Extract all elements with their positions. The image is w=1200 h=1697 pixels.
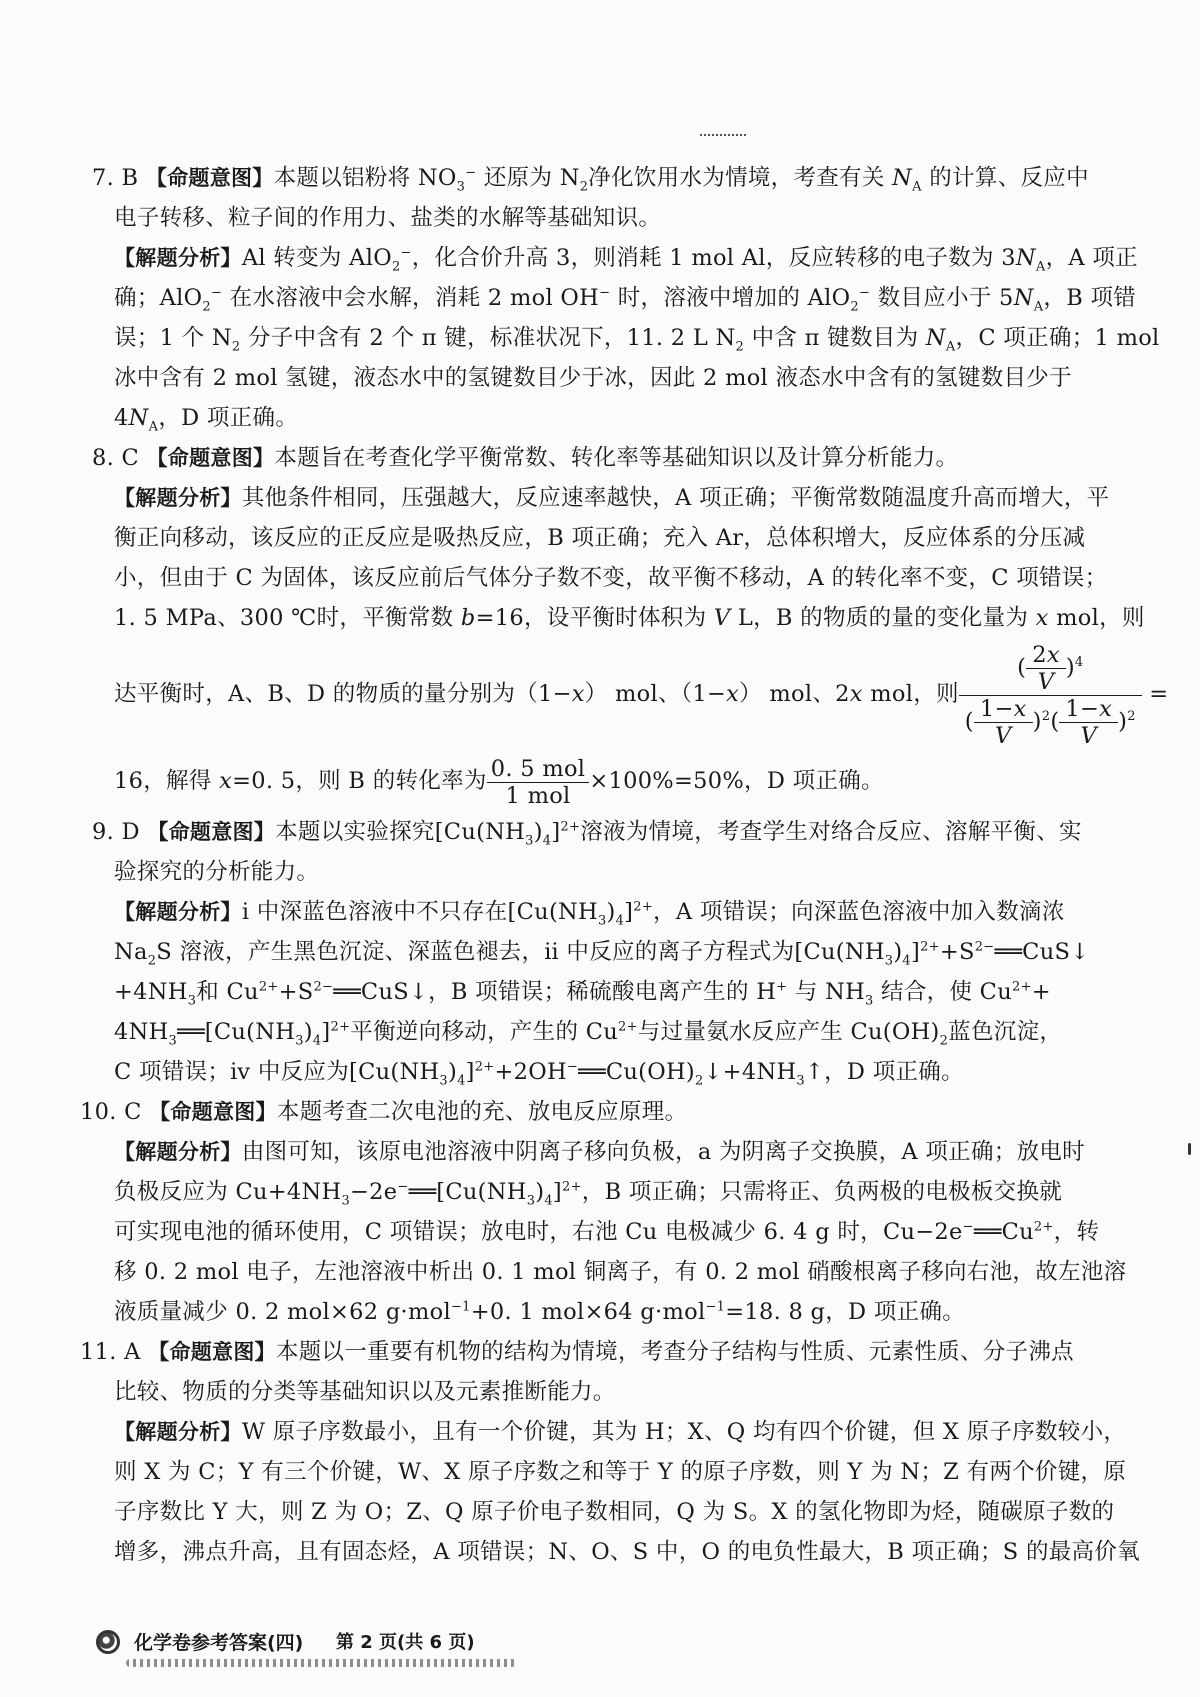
- answer-content: [80, 158, 1169, 1572]
- text-line: 移 0. 2 mol 电子，左池溶液中析出 0. 1 mol 铜离子，有 0. 2 mol 硝酸根离子移向右池，故左池溶: [114, 1259, 1127, 1285]
- conversion-fraction: [487, 756, 590, 809]
- text-line: 本题考查二次电池的充、放电反应原理。: [276, 1099, 688, 1125]
- text-line: 1. 5 MPa、300 ℃时，平衡常数 b=16，设平衡时体积为 V L，B 的物质的量的变化量为 x mol，则: [114, 605, 1145, 631]
- analysis-tag: 【解题分析】: [114, 900, 242, 924]
- text-line: 本题旨在考查化学平衡常数、转化率等基础知识以及计算分析能力。: [274, 445, 959, 471]
- answer-label: 9. D: [92, 819, 148, 845]
- text-line: 电子转移、粒子间的作用力、盐类的水解等基础知识。: [114, 205, 662, 231]
- text-line: 验探究的分析能力。: [114, 859, 320, 885]
- text-line: 则 X 为 C；Y 有三个价键，W、X 原子序数之和等于 Y 的原子序数，则 Y 为 N；Z 有两个价键，原: [114, 1459, 1127, 1485]
- fraction-numerator: ( $\frac{2x}{V}$ )$^4$: [959, 642, 1142, 696]
- text-line: $Na_2S$ 溶液，产生黑色沉淀、深蓝色褪去，ⅱ 中反应的离子方程式为$[Cu(NH_3)_4]^{2+}+S^{2-}══CuS↓$: [114, 939, 1090, 969]
- text-line: 比较、物质的分类等基础知识以及元素推断能力。: [114, 1379, 616, 1405]
- text-line: 由图可知，该原电池溶液中阴离子移向负极，a 为阴离子交换膜，A 项正确；放电时: [241, 1139, 1085, 1165]
- equation-line: [92, 638, 1169, 750]
- page-number: 第 2 页(共 6 页): [336, 1632, 475, 1653]
- answer-7: [92, 158, 1160, 438]
- text-line: W 原子序数最小，且有一个价键，其为 H；X、Q 均有四个价键，但 X 原子序数较小，: [241, 1419, 1127, 1445]
- footer-title: 化学卷参考答案(四): [134, 1632, 304, 1654]
- footer-wave-decoration: [126, 1659, 516, 1667]
- scan-blip: [1188, 1143, 1191, 1155]
- fraction-denominator: 1 mol: [505, 782, 571, 809]
- analysis-tag: 【解题分析】: [114, 246, 242, 270]
- answer-label: 8. C: [92, 445, 147, 471]
- intent-tag: 【命题意图】: [146, 446, 275, 470]
- text-line: 其他条件相同，压强越大，反应速率越快，A 项正确；平衡常数随温度升高而增大，平: [241, 485, 1110, 511]
- text-line: 误；1 个 $N_2$ 分子中含有 2 个 π 键，标准状况下，11. 2 L $N_2$ 中含 π 键数目为 $N_A$，C 项正确；1 mol: [114, 325, 1160, 355]
- text-line: ×100%=50%，D 项正确。: [589, 768, 884, 794]
- text-line: 可实现电池的循环使用，C 项错误；放电时，右池 Cu 电极减少 6. 4 g 时，$Cu-2e^-══Cu^{2+}$，转: [114, 1219, 1100, 1245]
- text-line: 小，但由于 C 为固体，该反应前后气体分子数不变，故平衡不移动，A 的转化率不变，C 项错误；: [114, 565, 1108, 591]
- publisher-logo-icon: [96, 1630, 120, 1654]
- text-line: 本题以实验探究$[Cu(NH_3)_4]^{2+}$溶液为情境，考查学生对络合反应、溶解平衡、实: [275, 819, 1082, 849]
- text-line: $4N_A$，D 项正确。: [114, 405, 299, 435]
- text-line: 子序数比 Y 大，则 Z 为 O；Z、Q 原子价电子数相同，Q 为 S。X 的氢化物即为烃，随碳原子数的: [114, 1499, 1115, 1525]
- text-line: 确；AlO$_2$− 在水溶液中会水解，消耗 2 mol OH− 时，溶液中增加的 AlO$_2$− 数目应小于 $5N_A$，B 项错: [114, 285, 1137, 315]
- text-line: 负极反应为 $Cu+4NH_3-2e^-══[Cu(NH_3)_4]^{2+}$，B 项正确；只需将正、负两极的电极板交换就: [114, 1179, 1063, 1209]
- answer-8: [92, 438, 1169, 812]
- conversion-line: [92, 750, 1098, 812]
- analysis-tag: 【解题分析】: [114, 1420, 242, 1444]
- intent-tag: 【命题意图】: [145, 166, 274, 190]
- text-line: 液质量减少 0. 2 mol×62 g·mol$^{-1}$+0. 1 mol×64 g·mol$^{-1}$=18. 8 g，D 项正确。: [114, 1299, 966, 1325]
- page-footer: [96, 1625, 516, 1661]
- answer-label: 10. C: [80, 1099, 150, 1125]
- equals-sign: =: [1149, 681, 1169, 707]
- text-line: 冰中含有 2 mol 氢键，液态水中的氢键数目少于冰，因此 2 mol 液态水中含有的氢键数目少于: [114, 365, 1072, 391]
- analysis-tag: 【解题分析】: [114, 486, 242, 510]
- scan-mark: [700, 134, 746, 140]
- equilibrium-fraction: [959, 642, 1142, 749]
- answer-11: [80, 1332, 1140, 1572]
- text-line: 本题以一重要有机物的结构为情境，考查分子结构与性质、元素性质、分子沸点: [275, 1339, 1074, 1365]
- intent-tag: 【命题意图】: [149, 1100, 277, 1124]
- analysis-tag: 【解题分析】: [114, 1140, 242, 1164]
- text-line: 衡正向移动，该反应的正反应是吸热反应，B 项正确；充入 Ar，总体积增大，反应体系的分压减: [114, 525, 1086, 551]
- fraction-denominator: ( $\frac{1-x}{V}$ )$^2$( $\frac{1-x}{V}$ )$^2$: [964, 695, 1136, 749]
- text-line: 16，解得 x=0. 5，则 B 的转化率为: [114, 768, 487, 794]
- text-line: $4NH_3══[Cu(NH_3)_4]^{2+}$平衡逆向移动，产生的 $Cu^{2+}$与过量氨水反应产生 $Cu(OH)_2$蓝色沉淀，: [114, 1019, 1063, 1049]
- text-line: 本题以铝粉将 $NO_3^-$ 还原为 $N_2$净化饮用水为情境，考查有关 $N_A$ 的计算、反应中: [273, 165, 1089, 195]
- answer-label: 11. A: [80, 1339, 149, 1365]
- text-line: 达平衡时，A、B、D 的物质的量分别为（1−x） mol、（1−x） mol、2x mol，则: [114, 681, 959, 707]
- fraction-numerator: 0. 5 mol: [487, 756, 590, 783]
- answer-9: [92, 812, 1098, 1092]
- intent-tag: 【命题意图】: [147, 820, 276, 844]
- text-line: C 项错误；ⅳ 中反应为$[Cu(NH_3)_4]^{2+}+2OH^-══Cu(OH)_2↓+4NH_3↑$，D 项正确。: [114, 1059, 964, 1089]
- text-line: 增多，沸点升高，且有固态烃，A 项错误；N、O、S 中，O 的电负性最大，B 项正确；S 的最高价氧: [114, 1539, 1140, 1565]
- answer-label: 7. B: [92, 165, 146, 191]
- text-line: $+4NH_3$和 $Cu^{2+}+S^{2-}══CuS↓$，B 项错误；稀硫酸电离产生的 H+ 与 $NH_3$ 结合，使 $Cu^{2+}+$: [114, 979, 1051, 1009]
- text-line: Al 转变为 AlO$_2$−，化合价升高 3，则消耗 1 mol Al，反应转移的电子数为 $3N_A$，A 项正: [241, 245, 1138, 275]
- intent-tag: 【命题意图】: [148, 1340, 276, 1364]
- text-line: ⅰ 中深蓝色溶液中不只存在$[Cu(NH_3)_4]^{2+}$，A 项错误；向深蓝色溶液中加入数滴浓: [241, 899, 1065, 929]
- answer-10: [80, 1092, 1127, 1332]
